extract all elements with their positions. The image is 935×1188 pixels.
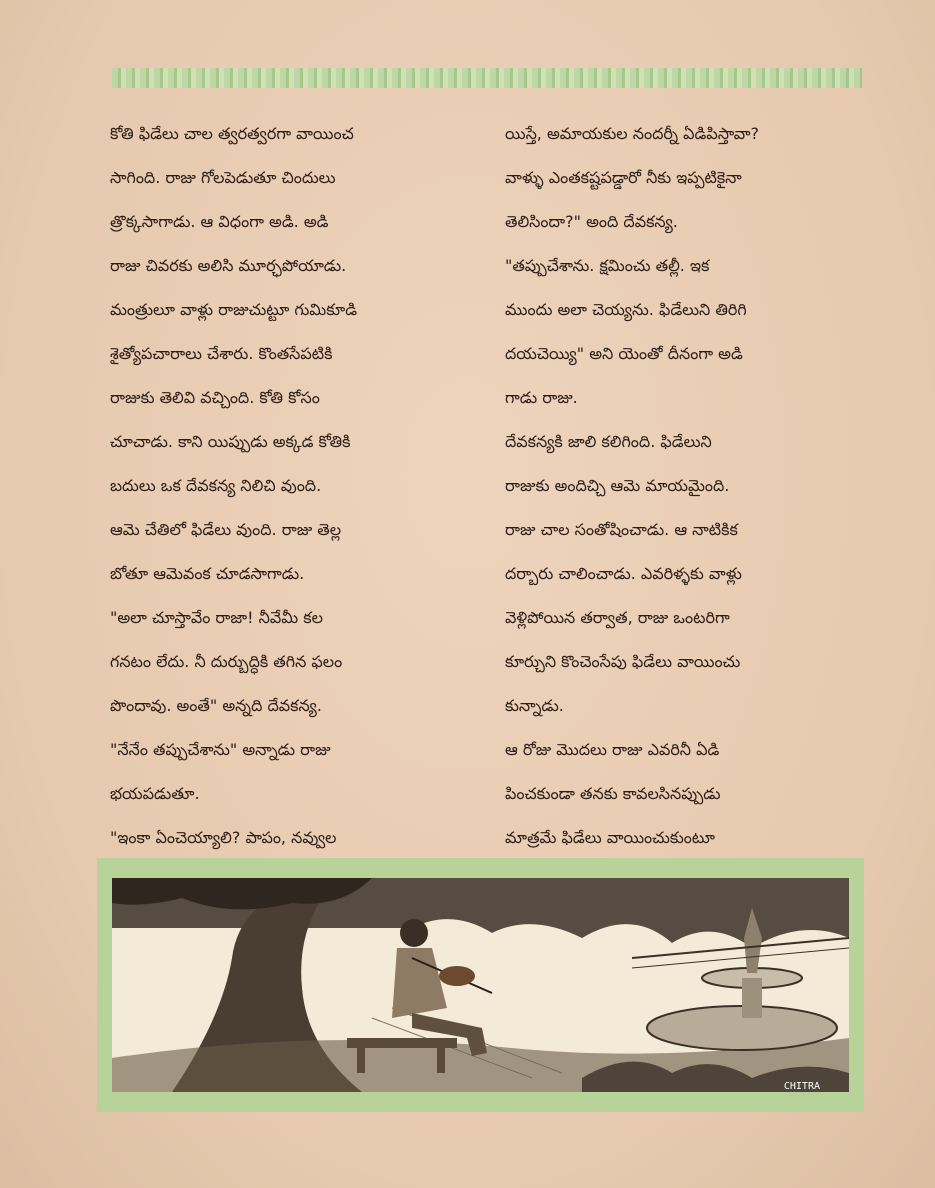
text-line: పొందావు. అంతే" అన్నది దేవకన్య. <box>110 696 322 715</box>
text-line: రాజుకు అందిచ్చి ఆమె మాయమైంది. <box>505 476 730 495</box>
decorative-border-strip <box>112 68 862 88</box>
text-line: ముందు అలా చెయ్యను. ఫిడేలుని తిరిగి <box>505 300 747 319</box>
text-line: బదులు ఒక దేవకన్య నిలిచి వుంది. <box>110 476 322 495</box>
right-text-column <box>505 112 885 904</box>
text-line: మాత్రమే ఫిడేలు వాయించుకుంటూ <box>505 828 715 847</box>
garden-violinist-drawing <box>112 878 849 1092</box>
text-line: తెలిసిందా?" అంది దేవకన్య. <box>505 212 678 231</box>
text-line: కున్నాడు. <box>505 696 564 715</box>
story-illustration <box>97 858 864 1112</box>
text-line: రాజుకు తెలివి వచ్చింది. కోతి కోసం <box>110 388 320 407</box>
text-line: "తప్పుచేశాను. క్షమించు తల్లీ. ఇక <box>505 256 710 275</box>
text-line: దయచెయ్యి" అని యెంతో దీనంగా అడి <box>505 344 743 363</box>
text-line: రాజు చివరకు అలిసి మూర్ఛపోయాడు. <box>110 256 347 275</box>
text-line: యిస్తే, అమాయకుల నందర్నీ ఏడిపిస్తావా? <box>505 124 760 143</box>
text-line: బోతూ ఆమెవంక చూడసాగాడు. <box>110 564 305 583</box>
text-line: త్రొక్కసాగాడు. ఆ విధంగా అడి. అడి <box>110 212 329 231</box>
text-line: "అలా చూస్తావేం రాజా! నీవేమీ కల <box>110 608 323 627</box>
text-line: వెళ్లిపోయిన తర్వాత, రాజు ఒంటరిగా <box>505 608 730 627</box>
text-line: గాడు రాజు. <box>505 388 578 407</box>
artist-signature: CHITRA <box>783 1081 820 1092</box>
text-line: ఆమె చేతిలో ఫిడేలు వుంది. రాజు తెల్ల <box>110 520 342 539</box>
text-line: "ఇంకా ఏంచెయ్యాలి? పాపం, నవ్వుల <box>110 828 337 847</box>
left-text-column <box>110 112 490 904</box>
text-line: మంత్రులూ వాళ్లు రాజుచుట్టూ గుమికూడి <box>110 300 358 319</box>
text-line: రాజు చాల సంతోషించాడు. ఆ నాటికిక <box>505 520 738 539</box>
text-line: కూర్చుని కొంచెంసేపు ఫిడేలు వాయించు <box>505 652 741 671</box>
text-line: దర్బారు చాలించాడు. ఎవరిళ్ళకు వాళ్లు <box>505 564 742 583</box>
text-line: భయపడుతూ. <box>110 784 200 803</box>
text-line: దేవకన్యకి జాలి కలిగింది. ఫిడేలుని <box>505 432 712 451</box>
text-line: పించకుండా తనకు కావలసినప్పుడు <box>505 784 721 803</box>
text-line: ఆ రోజు మొదలు రాజు ఎవరినీ ఏడి <box>505 740 720 759</box>
text-line: కోతి ఫిడేలు చాల త్వరత్వరగా వాయించ <box>110 124 354 143</box>
text-line: వాళ్ళు ఎంతకష్టపడ్డారో నీకు ఇప్పటికైనా <box>505 168 742 187</box>
text-line: సాగింది. రాజు గోలపెడుతూ చిందులు <box>110 168 336 187</box>
text-line: గనటం లేదు. నీ దుర్బుద్ధికి తగిన ఫలం <box>110 652 343 671</box>
text-line: "నేనేం తప్పుచేశాను" అన్నాడు రాజు <box>110 740 331 759</box>
text-line: చూచాడు. కాని యిప్పుడు అక్కడ కోతికి <box>110 432 351 451</box>
text-line: శైత్యోపచారాలు చేశారు. కొంతసేపటికి <box>110 344 333 363</box>
